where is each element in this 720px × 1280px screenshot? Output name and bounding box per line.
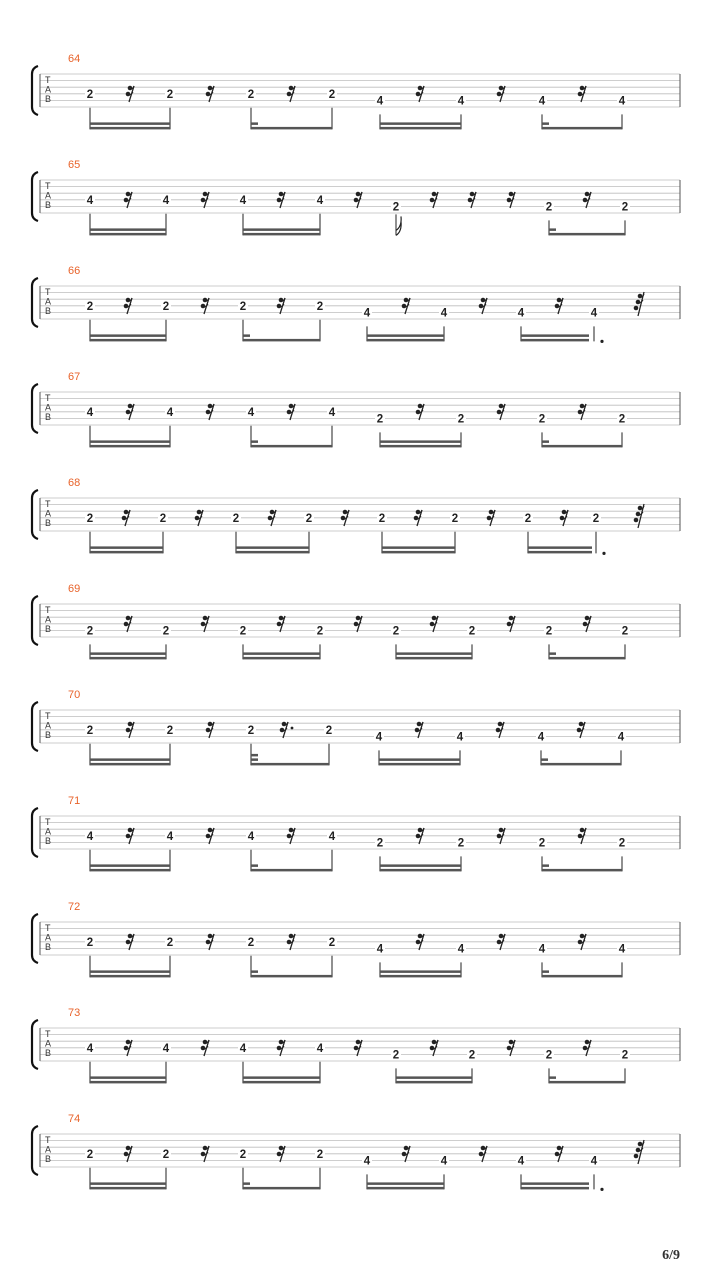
beam-secondary: [243, 228, 320, 231]
tab-clef-letter: B: [45, 942, 52, 952]
beam: [380, 869, 461, 872]
tab-system: [32, 53, 680, 129]
beam: [542, 975, 622, 978]
beam: [236, 551, 309, 554]
beam-secondary: [379, 758, 460, 761]
tab-clef-letter: T: [45, 923, 51, 933]
tab-clef-letter: T: [45, 75, 51, 85]
fret-number: 2: [166, 88, 174, 101]
beam: [251, 445, 332, 448]
beam: [542, 869, 622, 872]
beam-secondary: [90, 334, 166, 337]
fret-number: 2: [376, 413, 384, 426]
beam-partial: [251, 758, 258, 761]
beam-partial: [542, 970, 549, 973]
tab-system: [32, 265, 680, 343]
beam-secondary: [380, 440, 461, 443]
beam: [90, 127, 170, 129]
beam: [251, 763, 329, 766]
fret-number: 2: [166, 724, 174, 737]
beam-secondary: [380, 864, 461, 867]
fret-number: 4: [617, 731, 625, 744]
fret-number: 2: [545, 625, 553, 638]
fret-number: 4: [457, 95, 465, 108]
system-bracket: [32, 702, 38, 751]
beam: [90, 1081, 166, 1084]
beam-partial: [251, 440, 258, 443]
beam: [367, 339, 444, 342]
tab-clef-letter: A: [45, 1144, 52, 1155]
beam-partial: [251, 122, 258, 125]
tab-clef-letter: B: [45, 1048, 52, 1058]
fret-number: 4: [86, 194, 94, 207]
tab-clef-letter: B: [45, 518, 52, 528]
fret-number: 4: [376, 943, 384, 956]
tab-system: [32, 477, 680, 555]
beam-secondary: [380, 122, 461, 125]
fret-number: 4: [363, 307, 371, 320]
beam: [243, 657, 320, 660]
fret-number: 2: [162, 300, 170, 313]
beam: [251, 975, 332, 978]
beam: [542, 127, 622, 129]
measure-number: 72: [68, 901, 81, 913]
fret-number: 2: [468, 625, 476, 638]
beam-partial: [251, 864, 258, 867]
beam: [549, 657, 625, 660]
system-bracket: [32, 596, 38, 645]
fret-number: 2: [166, 936, 174, 949]
beam: [542, 445, 622, 448]
system-bracket: [32, 384, 38, 433]
fret-number: 4: [86, 1042, 94, 1055]
tab-clef-letter: B: [45, 306, 52, 316]
fret-number: 2: [247, 936, 255, 949]
system-bracket: [32, 1020, 38, 1069]
beam-secondary: [90, 652, 166, 655]
tab-system: [32, 159, 680, 235]
fret-number: 4: [239, 194, 247, 207]
fret-number: 4: [239, 1042, 247, 1055]
fret-number: 2: [232, 512, 240, 525]
tab-clef-letter: T: [45, 393, 51, 403]
tab-clef-letter: T: [45, 1135, 51, 1145]
measure-number: 66: [68, 265, 81, 277]
fret-number: 4: [517, 1155, 525, 1168]
fret-number: 2: [618, 837, 626, 850]
fret-number: 4: [363, 1155, 371, 1168]
fret-number: 4: [328, 830, 336, 843]
beam-secondary: [521, 1182, 589, 1185]
beam: [396, 1081, 472, 1084]
tab-clef-letter: A: [45, 1038, 52, 1049]
dot: [602, 552, 605, 555]
tab-clef-letter: B: [45, 836, 52, 846]
tab-clef-letter: T: [45, 605, 51, 615]
fret-number: 4: [86, 406, 94, 419]
fret-number: 4: [537, 731, 545, 744]
beam-secondary: [380, 970, 461, 973]
tab-clef-letter: T: [45, 817, 51, 827]
fret-number: 4: [162, 194, 170, 207]
fret-number: 4: [166, 406, 174, 419]
fret-number: 4: [316, 1042, 324, 1055]
fret-number: 2: [325, 724, 333, 737]
page-number: 6/9: [662, 1248, 680, 1263]
tab-clef-letter: T: [45, 1029, 51, 1039]
tab-system: [32, 901, 680, 977]
fret-number: 4: [247, 830, 255, 843]
fret-number: 2: [457, 413, 465, 426]
fret-number: 2: [239, 1148, 247, 1161]
measure-number: 70: [68, 689, 81, 701]
beam-secondary: [90, 228, 166, 231]
fret-number: 4: [247, 406, 255, 419]
measure-number: 73: [68, 1007, 81, 1019]
fret-number: 2: [86, 512, 94, 525]
beam: [90, 233, 166, 236]
system-bracket: [32, 808, 38, 857]
tab-clef-letter: T: [45, 499, 51, 509]
beam-secondary: [382, 546, 455, 549]
beam-partial: [251, 970, 258, 973]
system-bracket: [32, 914, 38, 963]
fret-number: 4: [456, 731, 464, 744]
beam-partial: [542, 122, 549, 125]
fret-number: 4: [618, 95, 626, 108]
beam-secondary: [396, 652, 472, 655]
tab-system: [32, 371, 680, 447]
fret-number: 2: [162, 1148, 170, 1161]
beam-secondary: [367, 334, 444, 337]
tab-clef-letter: A: [45, 508, 52, 519]
tab-clef-letter: B: [45, 624, 52, 634]
fret-number: 4: [375, 731, 383, 744]
measure-number: 68: [68, 477, 81, 489]
fret-number: 2: [392, 625, 400, 638]
beam-secondary: [243, 652, 320, 655]
fret-number: 2: [538, 413, 546, 426]
beam-partial: [549, 652, 556, 655]
beam-partial: [542, 864, 549, 867]
beam-secondary: [90, 1182, 166, 1185]
measure-number: 71: [68, 795, 81, 807]
beam: [528, 551, 592, 554]
fret-number: 2: [316, 300, 324, 313]
fret-number: 2: [159, 512, 167, 525]
fret-number: 2: [451, 512, 459, 525]
beam-partial: [549, 228, 556, 231]
beam: [90, 445, 170, 448]
beam-secondary: [90, 1076, 166, 1079]
system-bracket: [32, 490, 38, 539]
tab-clef-letter: B: [45, 730, 52, 740]
beam: [521, 1187, 589, 1190]
beam-secondary: [243, 1076, 320, 1079]
tab-clef-letter: A: [45, 296, 52, 307]
fret-number: 2: [592, 512, 600, 525]
beam: [90, 551, 163, 554]
dot: [600, 1188, 603, 1191]
measure-number: 67: [68, 371, 81, 383]
tab-system: [32, 689, 680, 765]
tab-clef-letter: B: [45, 200, 52, 210]
fret-number: 4: [538, 943, 546, 956]
beam-partial: [542, 440, 549, 443]
fret-number: 4: [590, 307, 598, 320]
system-bracket: [32, 66, 38, 115]
fret-number: 2: [376, 837, 384, 850]
tab-clef-letter: T: [45, 181, 51, 191]
beam: [90, 975, 170, 978]
fret-number: 2: [239, 625, 247, 638]
fret-number: 2: [328, 88, 336, 101]
measure-number: 69: [68, 583, 81, 595]
dot: [291, 727, 294, 730]
fret-number: 4: [590, 1155, 598, 1168]
fret-number: 2: [86, 625, 94, 638]
fret-number: 2: [457, 837, 465, 850]
fret-number: 2: [378, 512, 386, 525]
beam: [380, 445, 461, 448]
fret-number: 4: [440, 1155, 448, 1168]
fret-number: 2: [316, 1148, 324, 1161]
fret-number: 4: [618, 943, 626, 956]
tab-system: [32, 795, 680, 871]
measure-number: 65: [68, 159, 81, 171]
fret-number: 4: [376, 95, 384, 108]
beam: [90, 763, 170, 766]
beam-secondary: [90, 758, 170, 761]
beam: [251, 127, 332, 129]
beam-partial: [251, 754, 258, 757]
beam: [251, 869, 332, 872]
fret-number: 2: [86, 936, 94, 949]
dot: [600, 340, 603, 343]
fret-number: 4: [86, 830, 94, 843]
fret-number: 2: [545, 201, 553, 214]
beam-partial: [549, 1076, 556, 1079]
fret-number: 2: [538, 837, 546, 850]
fret-number: 2: [316, 625, 324, 638]
tab-clef-letter: T: [45, 287, 51, 297]
fret-number: 4: [517, 307, 525, 320]
beam: [379, 763, 460, 766]
beam: [90, 1187, 166, 1190]
fret-number: 2: [86, 88, 94, 101]
beam: [549, 233, 625, 236]
beam-secondary: [367, 1182, 444, 1185]
beam: [382, 551, 455, 554]
beam-partial: [541, 758, 548, 761]
fret-number: 4: [440, 307, 448, 320]
fret-number: 2: [328, 936, 336, 949]
beam: [521, 339, 589, 342]
tab-clef-letter: B: [45, 94, 52, 104]
note-flag: [396, 216, 401, 235]
beam-secondary: [90, 122, 170, 125]
fret-number: 2: [392, 1049, 400, 1062]
beam-partial: [243, 1182, 250, 1185]
beam-secondary: [521, 334, 589, 337]
fret-number: 2: [468, 1049, 476, 1062]
tab-clef-letter: A: [45, 826, 52, 837]
beam: [243, 1187, 320, 1190]
tab-system: [32, 1113, 680, 1191]
fret-number: 2: [545, 1049, 553, 1062]
fret-number: 2: [392, 201, 400, 214]
fret-number: 4: [316, 194, 324, 207]
tab-clef-letter: B: [45, 412, 52, 422]
measure-number: 74: [68, 1113, 81, 1125]
beam: [90, 657, 166, 660]
beam: [367, 1187, 444, 1190]
tab-clef-letter: A: [45, 614, 52, 625]
fret-number: 2: [86, 1148, 94, 1161]
system-bracket: [32, 1126, 38, 1175]
fret-number: 2: [247, 724, 255, 737]
fret-number: 2: [618, 413, 626, 426]
beam-secondary: [90, 864, 170, 867]
tab-clef-letter: A: [45, 84, 52, 95]
fret-number: 4: [538, 95, 546, 108]
beam: [90, 869, 170, 872]
fret-number: 4: [457, 943, 465, 956]
system-bracket: [32, 172, 38, 221]
system-bracket: [32, 278, 38, 327]
tab-clef-letter: T: [45, 711, 51, 721]
beam: [243, 233, 320, 236]
beam: [541, 763, 621, 766]
fret-number: 2: [305, 512, 313, 525]
tab-clef-letter: A: [45, 402, 52, 413]
fret-number: 2: [86, 724, 94, 737]
beam-secondary: [528, 546, 592, 549]
fret-number: 4: [162, 1042, 170, 1055]
fret-number: 2: [162, 625, 170, 638]
tab-clef-letter: B: [45, 1154, 52, 1164]
fret-number: 2: [621, 1049, 629, 1062]
beam-partial: [243, 334, 250, 337]
fret-number: 2: [86, 300, 94, 313]
fret-number: 2: [621, 201, 629, 214]
fret-number: 4: [166, 830, 174, 843]
beam: [549, 1081, 625, 1084]
tab-clef-letter: A: [45, 932, 52, 943]
beam: [243, 1081, 320, 1084]
tab-clef-letter: A: [45, 720, 52, 731]
beam: [243, 339, 320, 342]
fret-number: 2: [524, 512, 532, 525]
fret-number: 2: [247, 88, 255, 101]
beam: [396, 657, 472, 660]
beam: [90, 339, 166, 342]
tab-system: [32, 1007, 680, 1083]
beam: [380, 975, 461, 978]
beam: [380, 127, 461, 129]
beam-secondary: [90, 440, 170, 443]
fret-number: 4: [328, 406, 336, 419]
beam-secondary: [396, 1076, 472, 1079]
fret-number: 2: [239, 300, 247, 313]
beam-secondary: [90, 970, 170, 973]
tab-system: [32, 583, 680, 659]
beam-secondary: [90, 546, 163, 549]
fret-number: 2: [621, 625, 629, 638]
measure-number: 64: [68, 53, 81, 65]
tab-clef-letter: A: [45, 190, 52, 201]
beam-secondary: [236, 546, 309, 549]
